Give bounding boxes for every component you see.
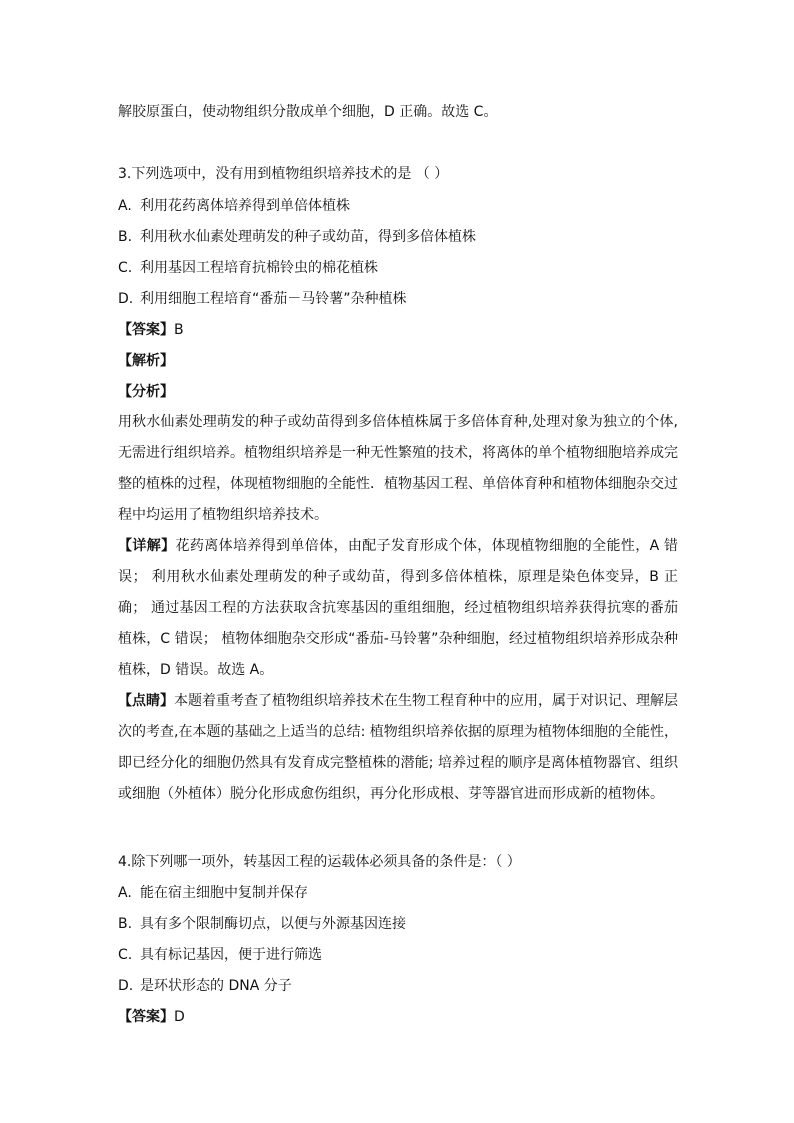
option-text: 能在宿主细胞中复制并保存 — [140, 885, 308, 901]
q3-option-d — [118, 289, 407, 309]
q3-detail-paragraph — [118, 531, 678, 686]
option-letter: D. — [118, 291, 134, 307]
q3-fenxi-tag: 【分析】 — [118, 384, 174, 400]
q4-answer — [118, 1007, 185, 1027]
option-letter: D. — [118, 978, 134, 994]
q3-analysis-tag: 【解析】 — [118, 353, 174, 369]
option-text: 利用细胞工程培育“番茄－马铃薯”杂种植株 — [140, 291, 407, 307]
option-text: 具有多个限制酶切点，以便与外源基因连接 — [140, 916, 406, 932]
option-text: 是环状形态的 DNA 分子 — [140, 978, 292, 994]
intro-line: 解胶原蛋白，使动物组织分散成单个细胞，D 正确。故选 C。 — [118, 104, 498, 120]
detail-text: 花药离体培养得到单倍体，由配子发育形成个体，体现植物细胞的全能性，A 错误； 利用秋水仙素处理萌发的种子或幼苗，得到多倍体植株，原理是染色体变异，B 正确； 通过基因工程的方法获取含抗寒基因的重组细胞，经过植物组织培养获得抗寒的番茄植株，C 错误； 植物体细胞杂交形成“番茄-马铃薯”杂种细胞，经过植物组织培养形成杂种植株，D 错误。故选 A。 — [118, 538, 679, 678]
dianjing-tag: 【点睛】 — [118, 693, 174, 709]
q4-option-d — [118, 976, 292, 996]
q3-fenxi-paragraph: 用秋水仙素处理萌发的种子或幼苗得到多倍体植株属于多倍体育种,处理对象为独立的个体,无需进行组织培养。植物组织培养是一种无性繁殖的技术，将离体的单个植物细胞培养成完整的植株的过程，体现植物细胞的全能性．植物基因工程、单倍体育种和植物体细胞杂交过程中均运用了植物组织培养技术。 — [118, 414, 678, 523]
option-letter: A. — [118, 198, 132, 214]
q4-option-a — [118, 883, 308, 903]
option-letter: B. — [118, 229, 133, 245]
answer-tag: 【答案】 — [118, 322, 174, 338]
option-text: 利用花药离体培养得到单倍体植株 — [140, 198, 350, 214]
option-text: 利用秋水仙素处理萌发的种子或幼苗，得到多倍体植株 — [140, 229, 476, 245]
q3-option-c — [118, 258, 378, 278]
q4-option-b — [118, 914, 406, 934]
q4-option-c — [118, 945, 322, 965]
answer-tag: 【答案】 — [118, 1009, 174, 1025]
option-letter: C. — [118, 947, 133, 963]
q3-option-b — [118, 227, 476, 247]
detail-tag: 【详解】 — [118, 538, 176, 554]
option-text: 具有标记基因，便于进行筛选 — [140, 947, 322, 963]
answer-value: D — [174, 1009, 185, 1025]
option-text: 利用基因工程培育抗棉铃虫的棉花植株 — [140, 260, 378, 276]
answer-value: B — [174, 322, 184, 338]
q3-dianjing-paragraph — [118, 686, 678, 810]
option-letter: C. — [118, 260, 133, 276]
q4-stem: 4.除下列哪一项外，转基因工程的运载体必须具备的条件是：（ ） — [118, 854, 521, 870]
q3-answer — [118, 320, 184, 340]
q3-option-a — [118, 196, 350, 216]
option-letter: A. — [118, 885, 132, 901]
dianjing-text: 本题着重考查了植物组织培养技术在生物工程育种中的应用，属于对识记、理解层次的考查,在本题的基础之上适当的总结: 植物组织培养依据的原理为植物体细胞的全能性，即已经分化的细胞仍然具有发育成完整植株的潜能; 培养过程的顺序是离体植物器官、组织或细胞（外植体）脱分化形成愈伤组织，再分化形成根、芽等器官进而形成新的植物体。 — [118, 693, 678, 802]
q3-stem: 3.下列选项中，没有用到植物组织培养技术的是 （ ） — [118, 166, 449, 182]
option-letter: B. — [118, 916, 133, 932]
